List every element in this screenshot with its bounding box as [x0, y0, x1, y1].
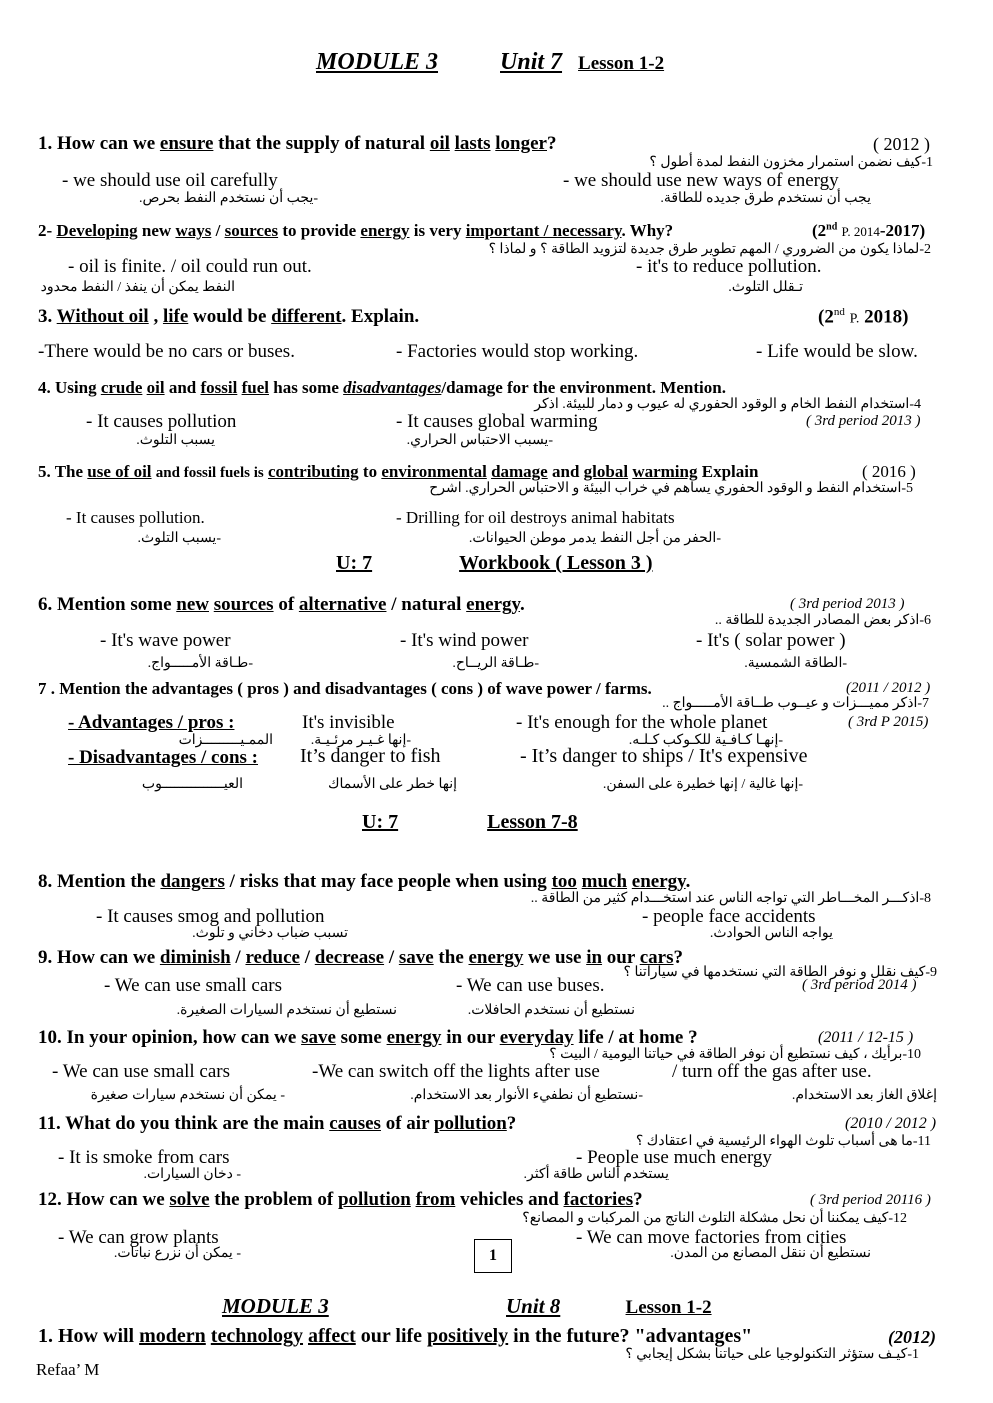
unit-label: Unit 7: [500, 49, 563, 75]
arabic-answer: - يمكن أن نستخدم سيارات صغيرة: [90, 1088, 285, 1103]
q-text: How will: [58, 1325, 135, 1347]
arabic-answer: يسبب التلوث.: [136, 433, 215, 448]
q-keyword: in: [586, 947, 603, 968]
q-text: that the supply of natural: [218, 133, 426, 154]
answer: - It causes global warming: [396, 411, 598, 432]
page-number: 1: [474, 1239, 512, 1273]
year-part: 2018): [864, 306, 909, 328]
q-keyword: energy: [386, 1027, 442, 1048]
q-text: In your opinion, how can we: [66, 1027, 297, 1048]
arabic-answer: الممـيـــــــــزات: [178, 733, 273, 748]
q-num: 3.: [38, 306, 53, 327]
year-tag: (2010 / 2012 ): [845, 1115, 937, 1132]
q-keyword: different: [271, 306, 342, 327]
q-keyword: fuel: [241, 378, 269, 397]
question-4: [38, 379, 726, 396]
q-text: /: [235, 947, 241, 968]
q-keyword: save: [301, 1027, 336, 1048]
module-label: MODULE 3: [222, 1294, 329, 1318]
question-8: [38, 872, 690, 891]
section-unit: U: 7: [362, 811, 399, 833]
q-keyword: important / necessary: [465, 221, 622, 240]
answer: - We can use small cars: [104, 975, 283, 996]
arabic-answer: إنها خطر على الأسماك: [327, 777, 457, 792]
year-tag: ( 3rd period 2013 ): [806, 413, 921, 429]
q-keyword: Developing: [56, 221, 138, 240]
q-text: new: [141, 221, 172, 240]
module-title: [316, 50, 664, 74]
q-keyword: pollution: [433, 1113, 507, 1134]
q-text: to: [362, 462, 378, 481]
q-keyword: too: [551, 871, 577, 892]
q-text: How can we: [66, 1189, 165, 1210]
q-text: and fossil fuels is: [155, 465, 264, 481]
q-num: 12.: [38, 1189, 62, 1210]
q-keyword: reduce: [245, 947, 300, 968]
arabic-question: 6-اذكر بعض المصادر الجديدة للطاقة ..: [714, 613, 931, 628]
q-keyword: pollution: [337, 1189, 411, 1210]
unit8-question-1: [38, 1326, 752, 1346]
q-num: 5.: [38, 462, 51, 481]
q-text: Explain: [701, 462, 759, 481]
q-text: our life: [360, 1325, 423, 1347]
answer: - People use much energy: [576, 1147, 772, 1168]
q-text: ?: [633, 1189, 643, 1210]
arabic-answer: -طـاقة الريــاح.: [452, 656, 539, 671]
arabic-answer: -يجب أن نستخدم النفط بحرص.: [138, 191, 318, 206]
answer: - It’s danger to ships / It's expensive: [520, 745, 808, 767]
q-keyword: from: [415, 1189, 456, 1210]
arabic-answer: -الطاقة الشمسية.: [744, 656, 847, 671]
q-keyword: energy: [466, 594, 520, 615]
section-header: [362, 812, 578, 832]
q-keyword: life: [162, 306, 189, 327]
disadvantages-label: - Disadvantages / cons :: [68, 747, 259, 768]
q-keyword: Without oil: [56, 306, 149, 327]
question-10: [38, 1028, 698, 1047]
arabic-answer: -إنهـا كـافـية للكـوكب كـلـه.: [628, 733, 783, 748]
answer: - It's enough for the whole planet: [516, 712, 768, 733]
answer: - Drilling for oil destroys animal habitats: [396, 508, 675, 527]
answer: - We can use buses.: [456, 975, 605, 996]
lesson-label: Lesson 1-2: [625, 1297, 712, 1318]
q-keyword: oil: [429, 133, 450, 154]
arabic-answer: - يمكن أن نزرع نباتات.: [113, 1246, 241, 1261]
arabic-answer: يجب أن نستخدم طرق جديده للطاقة.: [660, 191, 871, 206]
q-keyword: save: [398, 947, 434, 968]
q-keyword: oil: [146, 378, 165, 397]
q-text: How can we: [57, 133, 156, 154]
year-part: P.: [849, 311, 860, 327]
q-text: The: [54, 462, 84, 481]
q-text: Mention the: [57, 871, 156, 892]
answer: - It causes smog and pollution: [96, 906, 325, 927]
q-text: the: [438, 947, 464, 968]
q-text: and: [551, 462, 580, 481]
q-text: /damage for the environment. Mention.: [441, 378, 726, 397]
answer: It's invisible: [302, 712, 395, 733]
q-text: the problem of: [214, 1189, 334, 1210]
arabic-answer: تسبب ضباب دخاني و تلوث.: [192, 926, 348, 941]
section-header: [336, 553, 652, 573]
arabic-question: 1-كيـف ستؤثر التكنولوجيا على حياتنا بشكل إيجابي ؟: [625, 1347, 919, 1362]
q-keyword: cars: [639, 947, 674, 968]
arabic-answer: العيـــــــــــــــوب: [141, 777, 243, 792]
q-text: of: [278, 594, 295, 615]
q-keyword: everyday: [499, 1027, 574, 1048]
arabic-question: 10-برأيك ، كيف نستطيع أن نوفر الطاقة في حياتنا اليومية / البيت ؟: [549, 1047, 921, 1062]
q-keyword: diminish: [159, 947, 231, 968]
q-num: 2-: [38, 221, 53, 240]
q-keyword: affect: [308, 1325, 356, 1347]
q-text: / risks that may face people when using: [229, 871, 547, 892]
q-num: 4.: [38, 378, 51, 397]
question-2: [38, 222, 673, 239]
year-tag: ( 3rd P 2015): [848, 714, 929, 730]
question-5: [38, 463, 758, 481]
q-num: 10.: [38, 1027, 62, 1048]
unit-label: Unit 8: [506, 1294, 561, 1318]
answer: - It is smoke from cars: [58, 1147, 230, 1168]
q-text: . Explain.: [341, 306, 420, 327]
answer: -We can switch off the lights after use: [312, 1061, 600, 1082]
q-num: 9.: [38, 947, 53, 968]
q-text: .: [685, 871, 691, 892]
q-text: Mention some: [57, 594, 172, 615]
answer: -There would be no cars or buses.: [38, 341, 295, 362]
q-num: 11.: [38, 1113, 61, 1134]
arabic-answer: -يسبب التلوث.: [137, 531, 221, 546]
arabic-answer: يستخدم الناس طاقة أكثر.: [523, 1167, 669, 1182]
arabic-answer: -الحفر من أجل النفط يدمر موطن الحيوانات.: [468, 531, 721, 546]
author-footer: Refaa’ M: [36, 1360, 100, 1379]
q-keyword: warming: [632, 462, 698, 481]
q-text: life / at home ?: [578, 1027, 698, 1048]
answer: - It's wind power: [400, 630, 529, 651]
arabic-answer: نستطيع أن نستخدم الحافلات.: [467, 1003, 635, 1018]
q-text: ?: [547, 133, 557, 154]
arabic-question: 9-كيف نقلل و نوفر الطاقة التي نستخدمها في سياراتنا ؟: [623, 965, 937, 980]
year-tag: (2012): [888, 1327, 936, 1347]
q-text: we use: [528, 947, 582, 968]
q-text: . Why?: [621, 221, 674, 240]
question-9: [38, 948, 683, 967]
arabic-answer: -إنها غـيـر مرئـيـة.: [310, 733, 411, 748]
arabic-answer: النفط يمكن أن ينفذ / النفط محدود: [40, 280, 235, 295]
answer: - We can grow plants: [58, 1227, 219, 1248]
q-keyword: crude: [100, 378, 143, 397]
arabic-answer: -إنها غالية / إنها خطيرة على السفن.: [602, 777, 803, 792]
q-text: ?: [673, 947, 683, 968]
year-tag: (2011 / 2012 ): [846, 680, 931, 696]
module-label: MODULE 3: [316, 49, 439, 75]
answer: - oil is finite. / oil could run out.: [68, 256, 312, 277]
q-text: .: [520, 594, 525, 615]
q-keyword: ways: [175, 221, 212, 240]
arabic-answer: يواجه الناس الحوادث.: [709, 926, 833, 941]
q-keyword: alternative: [298, 594, 387, 615]
arabic-question: 7-اذكر مميـــزات و عيــوب طــاقة الأمـــــواج ..: [662, 696, 929, 711]
year-part: P. 2014: [841, 224, 880, 239]
q-text: /: [215, 221, 221, 240]
arabic-question: 12-كيف يمكننا أن نحل مشكلة التلوث الناتج من المركبات و المصانع؟: [522, 1211, 907, 1226]
answer: - it's to reduce pollution.: [636, 256, 822, 277]
year-part: (2: [812, 221, 827, 240]
answer: / turn off the gas after use.: [672, 1061, 872, 1082]
q-keyword: decrease: [314, 947, 385, 968]
answer: - we should use oil carefully: [62, 170, 278, 191]
q-num: 8.: [38, 871, 53, 892]
q-text: Using: [55, 378, 97, 397]
module-title: [222, 1296, 712, 1317]
q-text: ,: [153, 306, 159, 327]
answer: - We can use small cars: [52, 1061, 231, 1082]
q-keyword: causes: [329, 1113, 381, 1134]
q-keyword: energy: [360, 221, 410, 240]
q-text: in the future? "advantages": [513, 1325, 753, 1347]
arabic-question: 2-لماذا يكون من الضروري / المهم تطوير طرق جديدة لتزويد الطاقة ؟ و لماذا ؟: [488, 242, 931, 257]
q-keyword: environmental: [381, 462, 487, 481]
arabic-question: 5-استخدام النفط و الوقود الحفوري يساهم في خراب البيئة و الاحتباس الحراري. اشرح: [429, 481, 913, 496]
answer: - It's ( solar power ): [696, 630, 846, 651]
q-text: in our: [446, 1027, 495, 1048]
lesson-label: Lesson 1-2: [578, 53, 665, 74]
q-text: of air: [385, 1113, 430, 1134]
q-keyword: dangers: [160, 871, 225, 892]
section-label: Workbook ( Lesson 3 ): [459, 552, 653, 574]
year-sup: nd: [833, 306, 845, 318]
q-text: has some: [273, 378, 339, 397]
q-keyword: fossil: [200, 378, 238, 397]
question-12: [38, 1190, 643, 1209]
q-keyword: damage: [491, 462, 548, 481]
q-text: / natural: [391, 594, 462, 615]
q-num: 1.: [38, 1325, 53, 1347]
arabic-answer: -يسبب الاحتباس الحراري.: [406, 433, 553, 448]
arabic-answer: نستطيع أن نستخدم السيارات الصغيرة.: [176, 1003, 397, 1018]
q-keyword: technology: [210, 1325, 304, 1347]
q-keyword: contributing: [267, 462, 359, 481]
q-text: What do you think are the main: [65, 1113, 325, 1134]
question-11: [38, 1114, 516, 1133]
q-keyword: factories: [563, 1189, 634, 1210]
q-text: /: [388, 947, 395, 968]
year-part: -2017): [879, 221, 926, 240]
advantages-label: - Advantages / pros :: [68, 712, 235, 733]
q-keyword: sources: [213, 594, 274, 615]
question-7: 7 . Mention the advantages ( pros ) and disadvantages ( cons ) of wave power / farms.: [38, 679, 652, 698]
answer: - Life would be slow.: [756, 341, 918, 362]
q-keyword: solve: [169, 1189, 210, 1210]
year-tag: ( 2016 ): [862, 462, 916, 481]
arabic-question: 11-ما هى أسباب تلوث الهواء الرئيسية في اعتقادك ؟: [635, 1134, 931, 1149]
answer: - Factories would stop working.: [396, 341, 639, 362]
q-text: ?: [506, 1113, 517, 1134]
q-keyword: sources: [224, 221, 279, 240]
section-unit: U: 7: [336, 552, 373, 574]
answer: - we should use new ways of energy: [563, 170, 839, 191]
q-text: some: [340, 1027, 382, 1048]
arabic-answer: نستطيع أن ننقل المصانع من المدن.: [670, 1246, 871, 1261]
arabic-answer: إغلاق الغاز بعد الاستخدام.: [791, 1088, 937, 1103]
q-text: our: [606, 947, 635, 968]
year-tag: ( 3rd period 2013 ): [790, 596, 905, 612]
arabic-answer: -نستطيع أن نطفيء الأنوار بعد الاستخدام.: [410, 1088, 643, 1103]
question-3: [38, 307, 419, 326]
year-tag: [812, 222, 925, 239]
q-keyword: energy: [631, 871, 686, 892]
q-text: How can we: [57, 947, 156, 968]
q-keyword: new: [176, 594, 209, 615]
answer: - It's wave power: [100, 630, 231, 651]
question-6: [38, 595, 525, 614]
arabic-answer: تـقلل التلوث.: [728, 280, 803, 295]
q-text: is very: [413, 221, 462, 240]
q-num: 6.: [38, 594, 53, 615]
answer: - people face accidents: [642, 906, 816, 927]
year-tag: [818, 307, 908, 326]
answer: It’s danger to fish: [300, 745, 441, 767]
year-tag: (2011 / 12-15 ): [818, 1029, 914, 1046]
arabic-question: 1-كيف نضمن استمرار مخزون النفط لمدة أطول ؟: [649, 155, 933, 170]
q-keyword: positively: [427, 1325, 509, 1347]
year-tag: ( 3rd period 20116 ): [810, 1192, 931, 1208]
q-text: vehicles and: [460, 1189, 559, 1210]
arabic-answer: - دخان السيارات.: [143, 1167, 241, 1182]
section-label: Lesson 7-8: [487, 811, 578, 833]
answer: - We can move factories from cities: [576, 1227, 847, 1248]
answer: - It causes pollution: [86, 411, 237, 432]
q-keyword: ensure: [159, 133, 214, 154]
year-part: (2: [818, 306, 834, 328]
arabic-question: 4-استخدام النفط الخام و الوقود الحفوري له عيوب و دمار للبيئة. اذكر: [534, 397, 921, 412]
q-keyword: modern: [139, 1325, 206, 1347]
q-keyword: use of oil: [87, 462, 152, 481]
year-tag: ( 3rd period 2014 ): [802, 977, 917, 993]
year-sup: nd: [826, 221, 838, 233]
arabic-question: 8-اذكـــر المخـــاطر التي تواجه الناس عند استخـــدام كثير من الطاقة ..: [530, 891, 931, 906]
q-keyword: disadvantages: [343, 378, 442, 397]
year-tag: ( 2012 ): [873, 134, 930, 154]
arabic-answer: -طـاقة الأمـــــواج.: [147, 656, 253, 671]
question-1: [38, 134, 557, 153]
q-num: 1.: [38, 133, 53, 154]
q-text: to provide: [282, 221, 357, 240]
q-text: would be: [193, 306, 267, 327]
q-keyword: much: [581, 871, 628, 892]
q-keyword: global: [583, 462, 629, 481]
q-text: and: [168, 378, 197, 397]
q-keyword: energy: [468, 947, 524, 968]
q-keyword: lasts: [454, 133, 491, 154]
q-keyword: longer: [495, 133, 547, 154]
answer: - It causes pollution.: [66, 508, 205, 527]
q-text: /: [304, 947, 311, 968]
